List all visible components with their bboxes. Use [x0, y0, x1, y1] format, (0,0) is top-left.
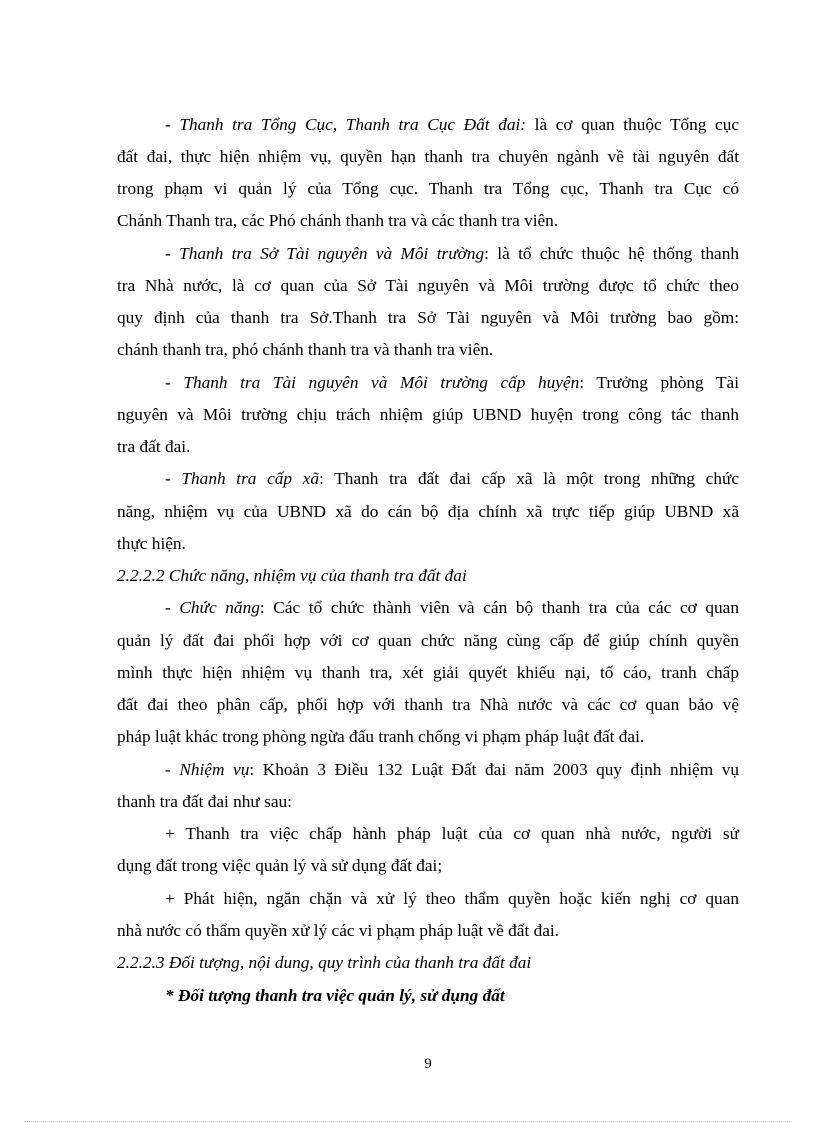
bullet-line: + Phát hiện, ngăn chặn và xử lý theo thẩm quyền hoặc kiến nghị cơ quan [165, 889, 739, 908]
paragraph-line [165, 372, 739, 394]
emphasis-term: - Thanh tra cấp xã [165, 469, 320, 488]
paragraph-line: đất đai, thực hiện nhiệm vụ, quyền hạn thanh tra chuyên ngành về tài nguyên đất [117, 147, 739, 166]
text-run: : Các tổ chức thành viên và cán bộ thanh tra của các cơ quan [259, 598, 739, 617]
paragraph-line: quy định của thanh tra Sở.Thanh tra Sở Tài nguyên và Môi trường bao gồm: [117, 308, 739, 327]
paragraph-line: năng, nhiệm vụ của UBND xã do cán bộ địa chính xã trực tiếp giúp UBND xã [117, 502, 739, 521]
emphasis-term: - Chức năng [165, 598, 260, 617]
emphasis-term: - Thanh tra Tổng Cục, Thanh tra Cục Đất đai: [165, 115, 527, 134]
page-number: 9 [424, 1056, 432, 1072]
paragraph-line: dụng đất trong việc quản lý và sử dụng đất đai; [117, 856, 443, 875]
paragraph-line [165, 243, 739, 265]
page-bottom-divider [24, 1121, 792, 1122]
paragraph-line: pháp luật khác trong phòng ngừa đấu tranh chống vi phạm pháp luật đất đai. [117, 727, 645, 746]
paragraph-line: mình thực hiện nhiệm vụ thanh tra, xét giải quyết khiếu nại, tố cáo, tranh chấp [117, 663, 739, 682]
paragraph-line: Chánh Thanh tra, các Phó chánh thanh tra và các thanh tra viên. [117, 211, 559, 230]
emphasis-term: - Thanh tra Sở Tài nguyên và Môi trường [165, 244, 485, 263]
text-run: : Thanh tra đất đai cấp xã là một trong những chức [319, 469, 740, 488]
section-heading: 2.2.2.2 Chức năng, nhiệm vụ của thanh tra đất đai [117, 566, 467, 585]
paragraph-line [165, 468, 739, 490]
paragraph-line: quản lý đất đai phối hợp với cơ quan chức năng cùng cấp để giúp chính quyền [117, 631, 739, 650]
section-heading: 2.2.2.3 Đối tượng, nội dung, quy trình của thanh tra đất đai [117, 953, 532, 972]
text-run: là cơ quan thuộc Tổng cục [526, 115, 739, 134]
paragraph-line: tra đất đai. [117, 437, 191, 456]
paragraph-line [165, 759, 739, 781]
paragraph-line: thanh tra đất đai như sau: [117, 792, 292, 811]
paragraph-line: nhà nước có thẩm quyền xử lý các vi phạm pháp luật về đất đai. [117, 921, 560, 940]
paragraph-line: thực hiện. [117, 534, 186, 553]
bullet-line: + Thanh tra việc chấp hành pháp luật của cơ quan nhà nước, người sử [165, 824, 739, 843]
paragraph-line: nguyên và Môi trường chịu trách nhiệm giúp UBND huyện trong công tác thanh [117, 405, 739, 424]
paragraph-line [165, 597, 739, 619]
text-run: : Khoản 3 Điều 132 Luật Đất đai năm 2003 quy định nhiệm vụ [249, 760, 739, 779]
paragraph-line: tra Nhà nước, là cơ quan của Sở Tài nguyên và Môi trường được tổ chức theo [117, 276, 739, 295]
paragraph-line: trong phạm vi quản lý của Tổng cục. Thanh tra Tổng cục, Thanh tra Cục có [117, 179, 739, 198]
emphasis-term: - Thanh tra Tài nguyên và Môi trường cấp huyện [165, 373, 580, 392]
text-run: : Trưởng phòng Tài [579, 373, 739, 392]
text-run: : là tổ chức thuộc hệ thống thanh [484, 244, 739, 263]
paragraph-line [165, 114, 739, 136]
paragraph-line: đất đai theo phân cấp, phối hợp với thanh tra Nhà nước và các cơ quan bảo vệ [117, 695, 739, 714]
subsection-heading: * Đối tượng thanh tra việc quản lý, sử dụng đất [165, 986, 505, 1005]
paragraph-line: chánh thanh tra, phó chánh thanh tra và thanh tra viên. [117, 340, 494, 359]
emphasis-term: - Nhiệm vụ [165, 760, 250, 779]
